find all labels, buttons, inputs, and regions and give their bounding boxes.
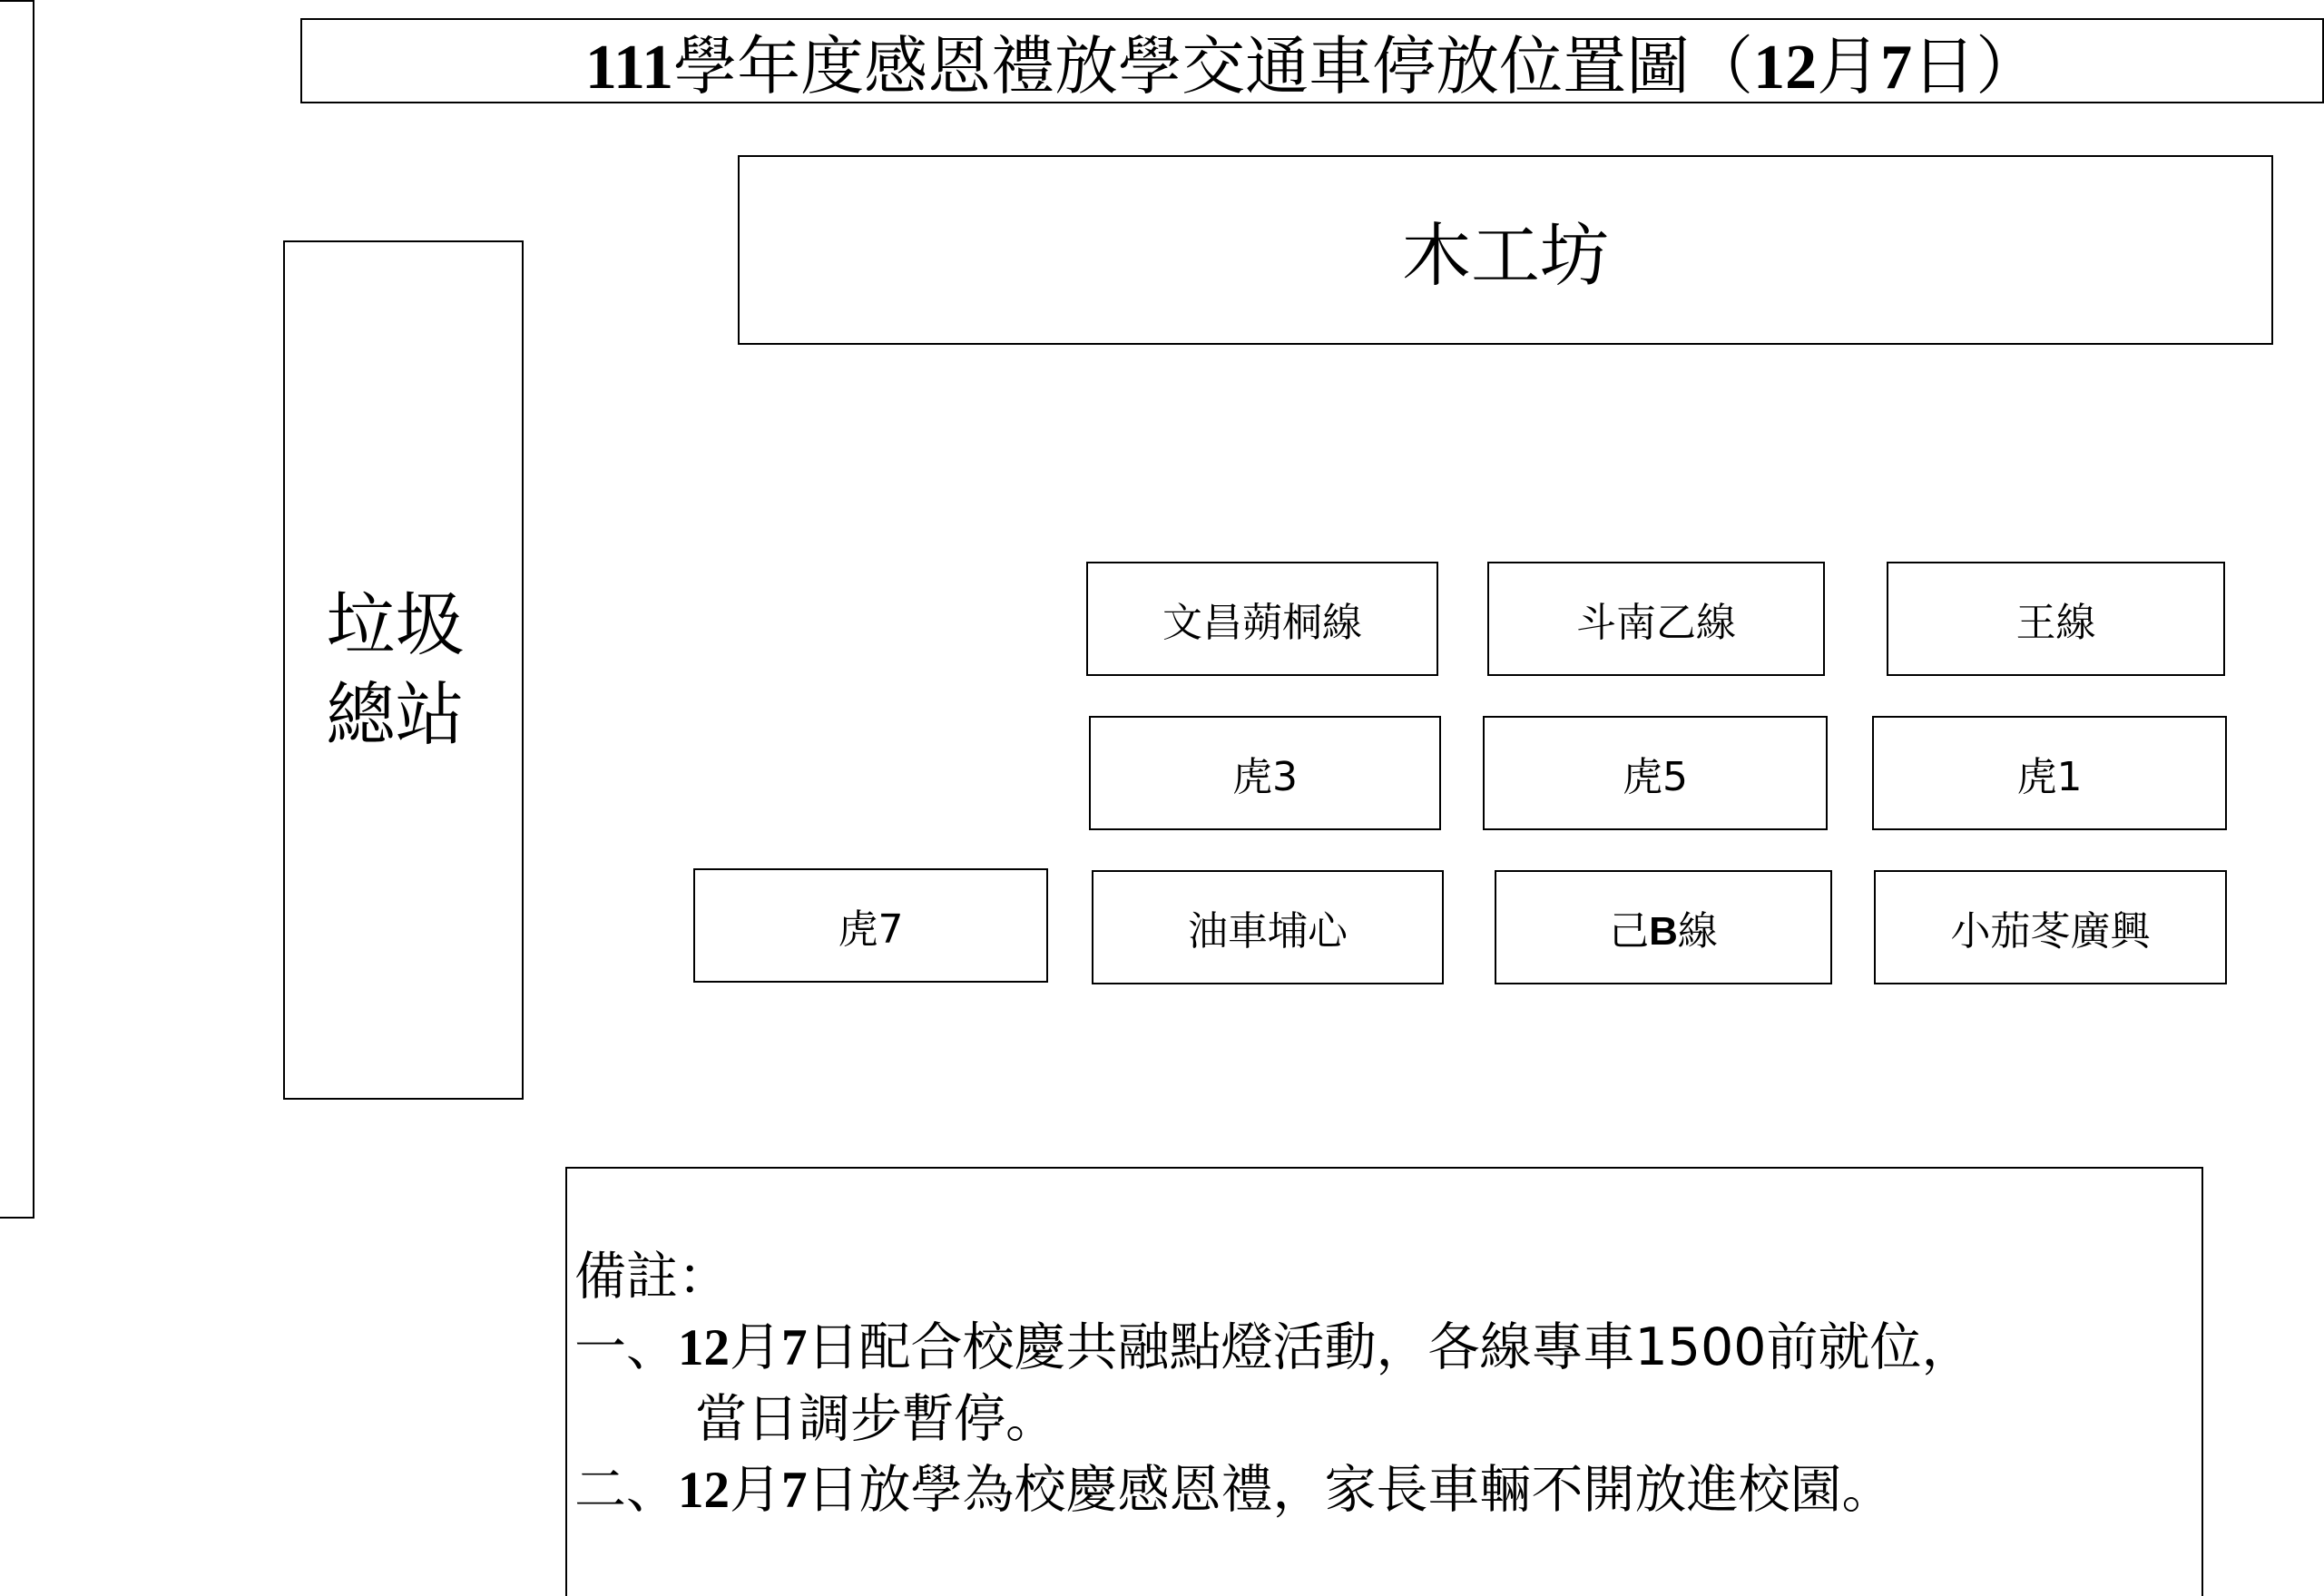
note-item-2-month: 12 [678, 1462, 730, 1519]
bus-slot-label: 虎1 [2016, 754, 2083, 800]
bus-slot-hu7 [693, 868, 1048, 983]
note-item-2-text: 日放學為校慶感恩禮，家長車輛不開放進校園。 [807, 1460, 1894, 1520]
workshop-label: 木工坊 [1402, 215, 1609, 296]
bus-slot-wang [1887, 562, 2225, 676]
garbage-label-line1: 垃圾 [326, 583, 465, 665]
bus-slot-label: 虎3 [1232, 754, 1298, 800]
bus-slot-youche-puxin [1092, 870, 1444, 984]
bus-slot-ji-b [1495, 870, 1832, 984]
title-year: 111 [584, 32, 674, 103]
bus-slot-label: 虎5 [1623, 754, 1688, 800]
note-item-1 [574, 1312, 2201, 1384]
garbage-label-line2: 總站 [326, 673, 465, 755]
note-item-2 [574, 1454, 2201, 1526]
note-item-1-month-unit: 月 [730, 1317, 781, 1377]
title-day: 7 [1880, 32, 1913, 103]
title-month: 12 [1753, 32, 1818, 103]
bus-slot-hu3 [1089, 716, 1441, 830]
note-item-1-text: 日配合校慶共融點燈活動，各線專車1500前就位， [807, 1317, 1974, 1377]
bus-slot-label: 王線 [2015, 600, 2096, 646]
note-item-2-month-unit: 月 [730, 1460, 781, 1520]
map-title [300, 18, 2324, 103]
note-item-2-prefix: 二、 [574, 1460, 678, 1520]
bus-slot-label: 油車埔心 [1188, 908, 1348, 955]
title-day-unit: 日） [1912, 28, 2040, 103]
title-month-unit: 月 [1817, 28, 1881, 103]
bus-slot-label-part: B [1649, 909, 1678, 954]
bus-slot-dounan-yi [1487, 562, 1825, 676]
bus-slot-hu5 [1483, 716, 1828, 830]
bus-slot-label: 斗南乙線 [1576, 600, 1736, 646]
garbage-station-building [283, 240, 524, 1100]
bus-slot-hu1 [1872, 716, 2227, 830]
note-item-2-day: 7 [781, 1462, 808, 1519]
note-item-1-month: 12 [678, 1319, 730, 1376]
workshop-building [738, 155, 2273, 345]
bus-slot-label: 虎7 [838, 906, 904, 953]
title-text: 學年度感恩禮放學交通車停放位置圖（ [673, 28, 1754, 103]
note-item-1-continued: 當日調步暫停。 [695, 1389, 1057, 1449]
bus-slot-label-part: 己 [1609, 908, 1650, 955]
note-item-1-prefix: 一、 [574, 1317, 678, 1377]
bus-slot-label-part: 線 [1677, 908, 1718, 955]
notes-box [565, 1167, 2203, 1596]
left-boundary-line [0, 0, 34, 1219]
bus-slot-wenchang [1086, 562, 1438, 676]
bus-slot-label: 文昌蒴桐線 [1162, 600, 1362, 646]
bus-slot-xiaojiadong-guangxing [1874, 870, 2227, 984]
bus-slot-label: 小茄苳廣興 [1950, 908, 2151, 955]
notes-heading: 備註： [574, 1247, 730, 1307]
note-item-1-day: 7 [781, 1319, 808, 1376]
